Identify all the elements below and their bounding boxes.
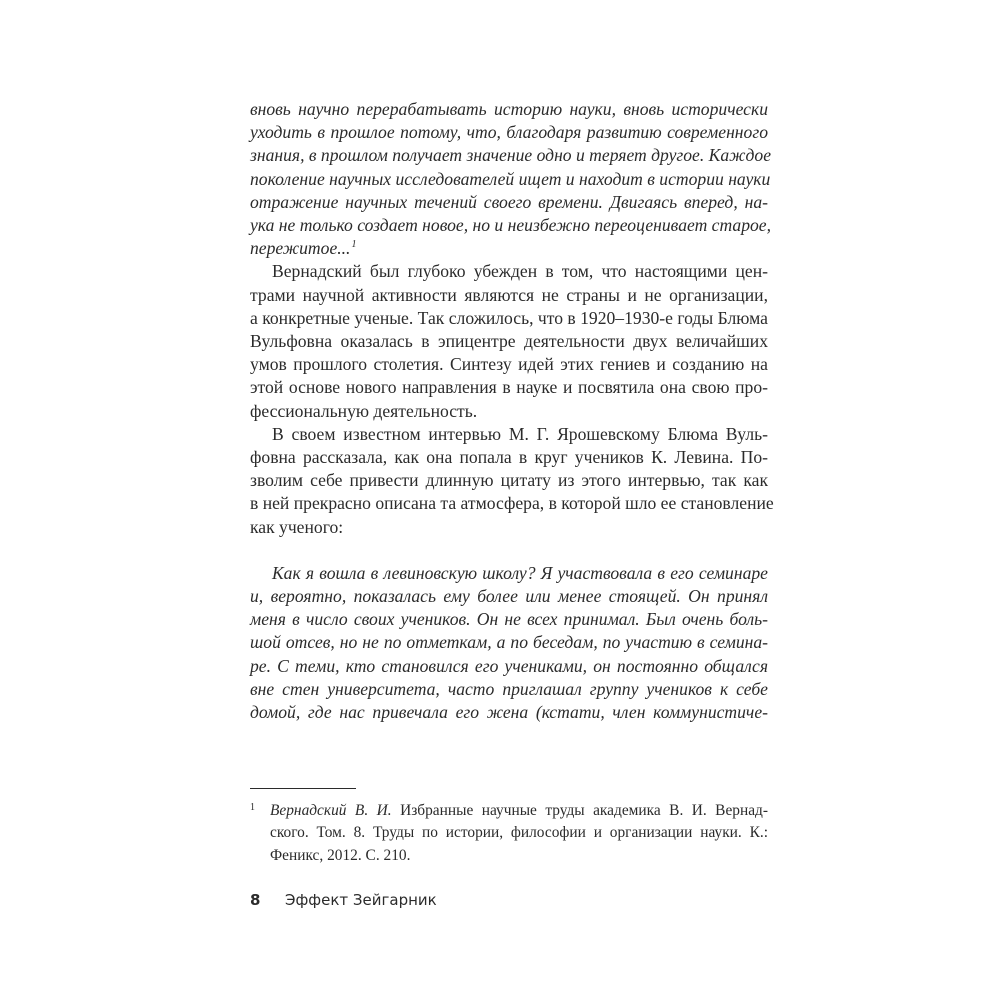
- quote-block-2: [250, 562, 768, 724]
- page-footer: [250, 891, 437, 909]
- text-line: этой основе нового направления в науке и посвятила она свою про-: [250, 377, 768, 398]
- quote-block-1: [250, 98, 772, 260]
- text-line: трами научной активности являются не страны и не организации,: [250, 284, 768, 305]
- paragraph-2: [250, 423, 774, 539]
- footnote-text: Избранные научные труды академика В. И. Вернад-: [391, 802, 768, 819]
- text-line: а конкретные ученые. Так сложилось, что в 1920–1930-е годы Блюма: [250, 307, 768, 328]
- text-line: В своем известном интервью М. Г. Ярошевскому Блюма Вуль-: [272, 423, 768, 444]
- text-line: уходить в прошлое потому, что, благодаря развитию современного: [250, 122, 768, 143]
- paragraph-1: [250, 260, 768, 422]
- text-line: домой, где нас привечала его жена (кстати, член коммунистиче-: [250, 702, 768, 723]
- text-line: ре. С теми, кто становился его учениками, он постоянно общался: [250, 655, 768, 676]
- text-line: меня в число своих учеников. Он не всех принимал. Был очень боль-: [250, 609, 768, 630]
- text-line: ука не только создает новое, но и неизбежно переоценивает старое,: [250, 215, 771, 236]
- page-number: 8: [250, 891, 261, 909]
- text-line: умов прошлого столетия. Синтезу идей этих гениев и созданию на: [250, 354, 768, 375]
- text-line: вновь научно перерабатывать историю науки, вновь исторически: [250, 99, 768, 119]
- text-line: в ней прекрасно описана та атмосфера, в которой шло ее становление: [250, 493, 774, 514]
- page-body: [250, 98, 774, 724]
- text-line-last: фессиональную деятельность.: [250, 400, 478, 421]
- footnote-line: ского. Том. 8. Труды по истории, философии и организации науки. К.:: [270, 824, 768, 842]
- footnotes: [250, 797, 768, 867]
- block-spacer: [250, 539, 768, 562]
- text-line-last: [250, 237, 768, 260]
- footnote-line: [250, 797, 768, 822]
- text-line: вне стен университета, часто приглашал группу учеников к себе: [250, 678, 768, 699]
- text-line-last: как ученого:: [250, 516, 344, 537]
- footnote-divider: [250, 788, 356, 789]
- footnote-number: 1: [250, 802, 255, 813]
- footnote-line: Феникс, 2012. С. 210.: [270, 846, 411, 864]
- text-line: шой отсев, но не по отметкам, а по беседам, по участию в семина-: [250, 632, 768, 653]
- text-line: и, вероятно, показалась ему более или менее стоящей. Он принял: [250, 586, 768, 607]
- text-line: отражение научных течений своего времени. Двигаясь вперед, на-: [250, 191, 768, 212]
- footnote-reference[interactable]: 1: [351, 239, 357, 251]
- text-line: зволим себе привести длинную цитату из этого интервью, так как: [250, 470, 768, 491]
- text-line: знания, в прошлом получает значение одно и теряет другое. Каждое: [250, 145, 772, 166]
- text-line: Как я вошла в левиновскую школу? Я участвовала в его семинаре: [272, 562, 768, 583]
- text-line-content: пережитое...: [250, 238, 351, 259]
- text-line: Вульфовна оказалась в эпицентре деятельности двух величайших: [250, 331, 768, 352]
- text-line: поколение научных исследователей ищет и находит в истории науки: [250, 168, 771, 189]
- footnote-author: Вернадский В. И.: [270, 802, 392, 819]
- running-title: Эффект Зейгарник: [285, 891, 437, 909]
- text-line: фовна рассказала, как она попала в круг учеников К. Левина. По-: [250, 447, 768, 468]
- text-line: Вернадский был глубоко убежден в том, что настоящими цен-: [272, 261, 768, 282]
